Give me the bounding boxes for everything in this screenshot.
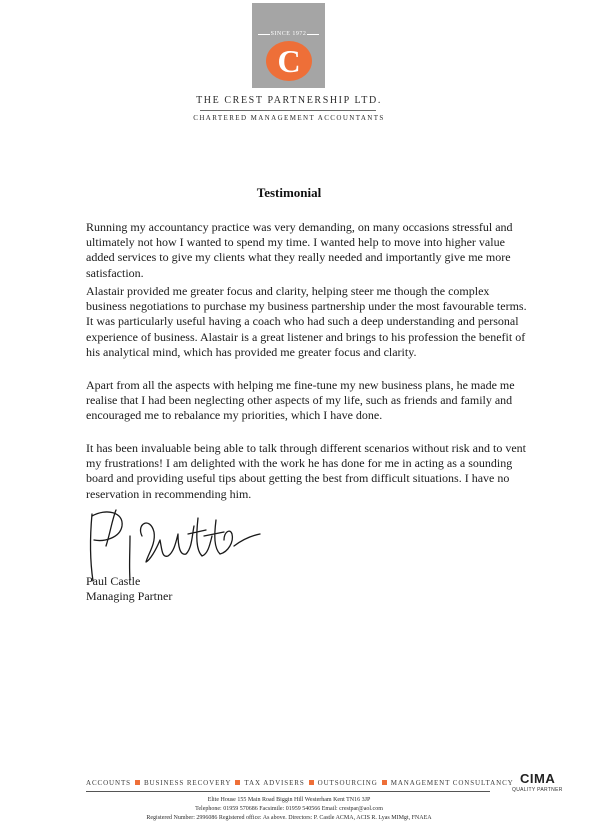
services-list <box>86 779 514 787</box>
service-accounts: ACCOUNTS <box>86 779 131 787</box>
footer-contact: Telephone: 01959 570686 Facsimile: 01959 540566 Email: crestpar@aol.com <box>195 806 383 812</box>
service-separator <box>135 780 140 785</box>
footer-address: Elite House 155 Main Road Biggin Hill Westerham Kent TN16 3JP <box>207 797 371 803</box>
paragraph-2: Alastair provided me greater focus and clarity, helping steer me though the complex business negotiations to purchase my business partnership under the most favourable terms. It was particularly useful having a coach who had such a deep understanding and personal experience of business. Alastair is a great listener and brings to his profession the benefit of his analytical mind, which has provided me greater focus and clarity. <box>86 284 527 359</box>
signer-title: Managing Partner <box>86 589 173 603</box>
cima-subtitle: QUALITY PARTNER <box>512 787 563 793</box>
firm-subtitle: CHARTERED MANAGEMENT ACCOUNTANTS <box>193 114 385 122</box>
paragraph-1: Running my accountancy practice was very demanding, on many occasions stressful and ultimately not how I wanted to spend my time. I wanted help to move into higher value added services to give my clients what they really needed and importantly give me more satisfaction. <box>86 220 513 280</box>
service-separator <box>382 780 387 785</box>
service-tax-advisers: TAX ADVISERS <box>244 779 305 787</box>
logo-since-text: SINCE 1972 <box>270 31 307 37</box>
paragraph-4: It has been invaluable being able to talk through different scenarios without risk and to vent my frustrations! I am delighted with the work he has done for me in acting as a sounding board and providing useful tips about getting the best from difficult situations. I have no reservation in recommending him. <box>86 441 526 501</box>
document-title: Testimonial <box>256 185 322 200</box>
service-separator <box>235 780 240 785</box>
logo-rule-right <box>307 34 319 35</box>
footer-registration: Registered Number: 2996086 Registered office: As above. Directors: P. Castle ACMA, ACIS R. Lyas MIMgt, FNAEA <box>146 815 432 821</box>
service-management-consultancy: MANAGEMENT CONSULTANCY <box>390 779 514 787</box>
service-separator <box>309 780 314 785</box>
footer-divider <box>86 791 490 792</box>
service-business-recovery: BUSINESS RECOVERY <box>143 779 232 787</box>
firm-divider <box>200 110 376 111</box>
paragraph-3: Apart from all the aspects with helping me fine-tune my new business plans, he made me realise that I had been neglecting other aspects of my life, such as friends and family and encouraged me to rebalance my priorities, which I have done. <box>86 378 515 423</box>
company-logo <box>252 3 325 88</box>
signer-name: Paul Castle <box>86 574 141 588</box>
cima-logo: CIMA <box>520 771 556 786</box>
service-outsourcing: OUTSOURCING <box>317 779 378 787</box>
firm-name: THE CREST PARTNERSHIP LTD. <box>196 95 382 106</box>
logo-letter: C <box>277 43 301 79</box>
